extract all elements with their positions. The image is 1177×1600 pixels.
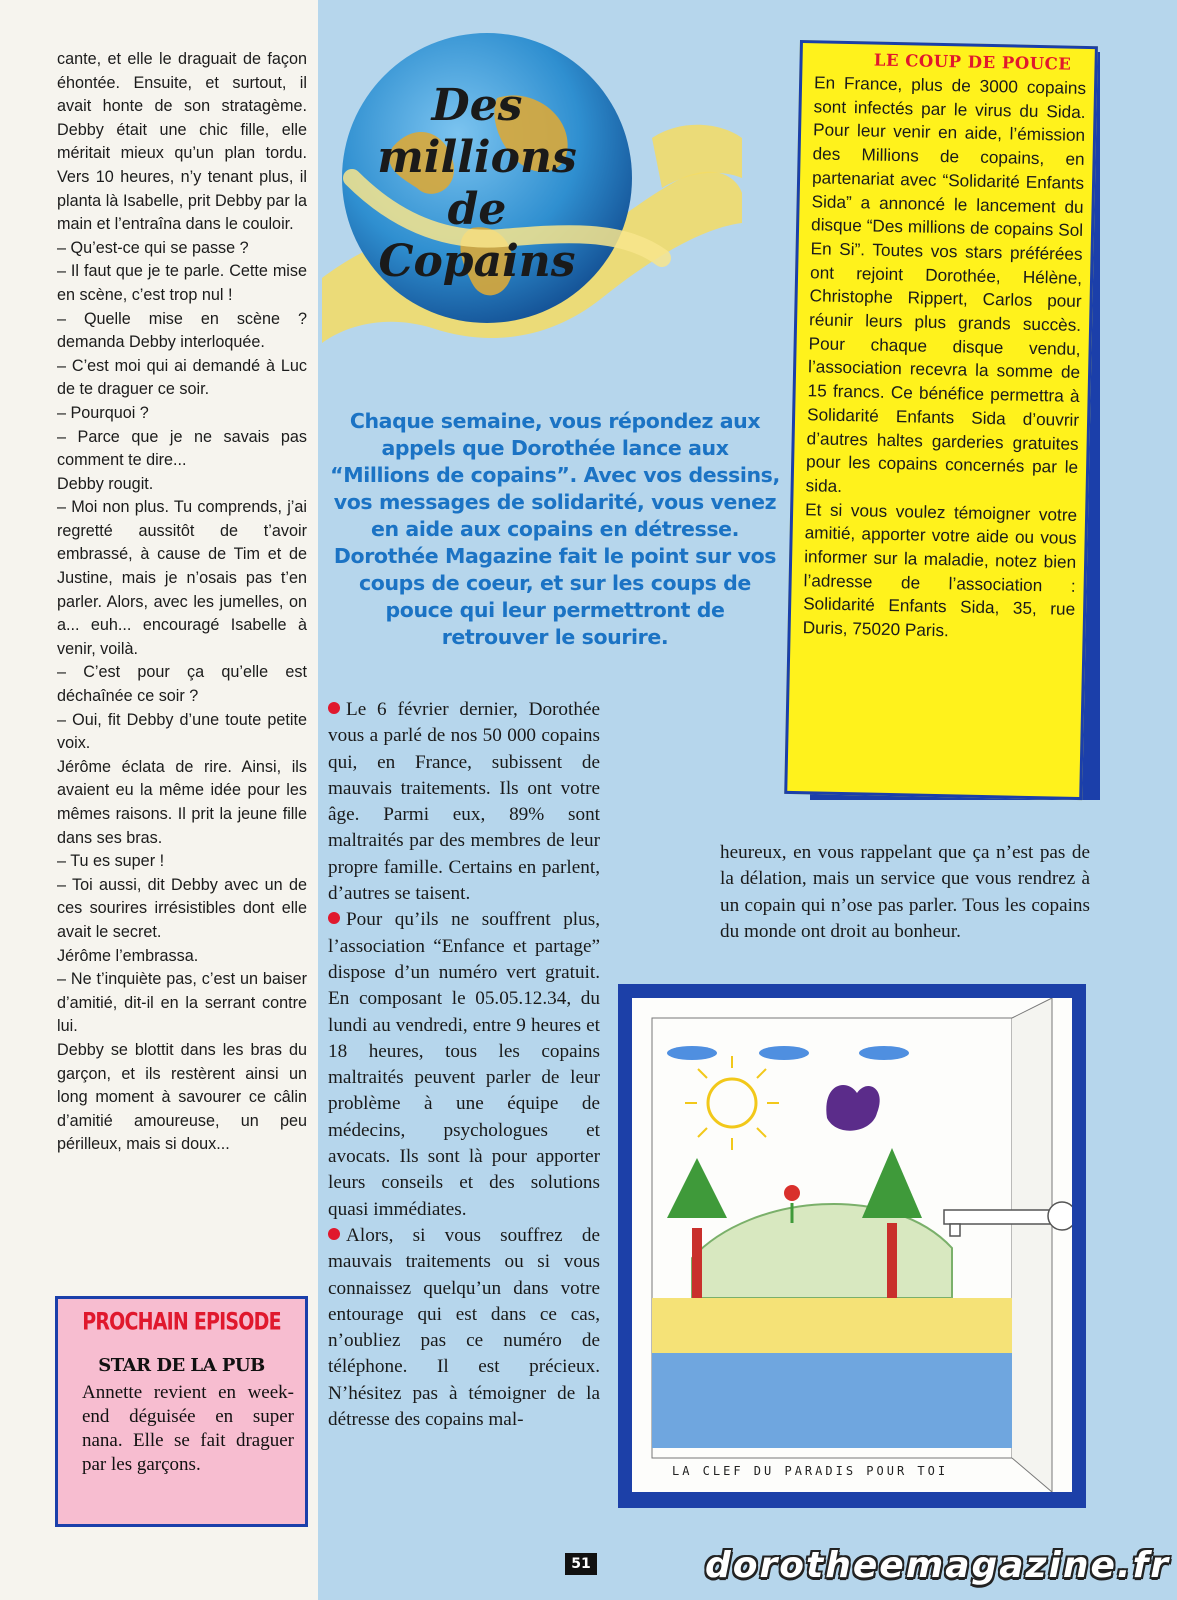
next-episode-text: Annette revient en week-end déguisée en super nana. Elle se fait draguer par les garçons. [82,1382,294,1475]
article-continuation [720,840,1090,945]
next-episode-box [55,1296,308,1527]
drawing-caption: LA CLEF DU PARADIS POUR TOI [672,1464,949,1478]
story-paragraph: Jérôme éclata de rire. Ainsi, ils avaient eu la même idée pour les mêmes raisons. Il prit la jeune fille dans ses bras. [57,757,307,847]
water-stripe [652,1353,1012,1448]
article-column [328,697,600,1433]
tree-trunk [887,1223,897,1298]
story-paragraph: Jérôme l’embrassa. [57,946,199,965]
site-watermark: dorotheemagazine.fr [705,1545,1170,1586]
story-paragraph: – C’est moi qui ai demandé à Luc de te draguer ce soir. [57,356,307,399]
sand-stripe [652,1298,1012,1353]
story-paragraph: – Il faut que je te parle. Cette mise en scène, c’est trop nul ! [57,262,307,304]
next-episode-label: PROCHAIN EPISODE [82,1308,281,1336]
story-paragraph: – Tu es super ! [57,852,165,871]
tree-trunk [692,1228,702,1298]
logo-title: Des millions de Copains [377,80,577,287]
story-paragraph: – Ne t’inquiète pas, c’est un baiser d’amitié, dit-il en la serrant contre lui. [57,970,307,1036]
story-paragraph: Debby se blottit dans les bras du garçon, et ils restèrent ainsi un long moment à savourer ce câlin d’amitié amoureuse, un peu périlleux, mais si doux... [57,1040,307,1154]
coup-de-pouce-text [802,71,1086,645]
coup-de-pouce-paragraph: Et si vous voulez témoigner votre amitié, apporter votre aide ou vous informer sur la maladie, notez bien l’adresse de l’association : Solidarité Enfants Sida, 35, rue Duris, 75020 Paris. [802,498,1078,641]
coup-de-pouce-box [800,40,1105,798]
cloud-icon [859,1046,909,1060]
article-paragraph-text: Le 6 février dernier, Dorothée vous a parlé de nos 50 000 copains qui, en France, subissent de mauvais traitements. Ils ont votre âge. Parmi eux, 89% sont maltraités par des membres de leur propre famille. Certains en parlent, d’autres se taisent. [328,699,600,905]
story-paragraph: – Oui, fit Debby d’une toute petite voix. [57,710,307,753]
story-paragraph: – Pourquoi ? [57,403,149,422]
page-number: 51 [565,1553,597,1575]
article-paragraph [328,697,600,907]
drawing-illustration [632,998,1072,1492]
coup-de-pouce-panel [784,40,1098,800]
article-paragraph [328,907,600,1223]
next-episode-title: STAR DE LA PUB [98,1355,265,1376]
story-paragraph: – Qu’est-ce qui se passe ? [57,238,249,257]
story-paragraph: – Parce que je ne savais pas comment te dire... [57,427,307,470]
story-paragraph: – Moi non plus. Tu comprends, j’ai regretté aussitôt de t’avoir embrassé, à cause de Tim et de Justine, mais je n’osais pas t’en parler. Alors, avec les jumelles, on a... euh... encouragé Isabelle à venir, voilà. [57,498,307,658]
coup-de-pouce-title: LE COUP DE POUCE [873,50,1072,74]
millions-de-copains-logo [322,28,742,388]
drawing-frame [618,984,1086,1508]
story-paragraph: – Toi aussi, dit Debby avec un de ces sourires irrésistibles dont elle avait le secret. [57,875,307,941]
article-paragraph-text: Alors, si vous souffrez de mauvais traitements ou si vous connaissez quelqu’un dans votre entourage qui est dans ce cas, n’oubliez pas ce numéro de téléphone. Il est précieux. N’hésitez pas à témoigner de la détresse des copains mal- [328,1224,600,1431]
article-paragraph-text: Pour qu’ils ne souffrent plus, l’association “Enfance et partage” dispose d’un numéro vert gratuit. En composant le 05.05.12.34, du lundi au vendredi, entre 9 heures et 18 heures, tous les copains maltraités peuvent parler de leur problème à une équipe de médecins, psychologues et avocats. Ils sont là pour apporter leurs conseils et des solutions quasi immédiates. [328,909,600,1220]
flower-icon [784,1185,800,1201]
door-panel [1012,998,1052,1492]
bullet-icon [328,1228,340,1240]
intro-text: Chaque semaine, vous répondez aux appels que Dorothée lance aux “Millions de copains”. Avec vos dessins, vos messages de solidarité, vous venez en aide aux copains en détresse. Dorothée Magazine fait le point sur vos coups de coeur, et sur les coups de pouce qui leur permettront de retrouver le sourire. [330,409,780,649]
story-paragraph: – C’est pour ça qu’elle est déchaînée ce soir ? [57,663,307,706]
bullet-icon [328,912,340,924]
coup-de-pouce-paragraph: En France, plus de 3000 copains sont infectés par le virus du Sida. Pour leur venir en aide, l’émission des Millions de copains, en partenariat avec “Solidarité Enfants Sida” a annoncé le lancement du disque “Des millions de copains Sol En Si”. Toutes vos stars préférées ont rejoint Dorothée, Hélène, Christophe Rippert, Carlos pour réunir leurs plus grands succès. Pour chaque disque vendu, l’association recevra la somme de 15 francs. Ce bénéfice permettra à Solidarité Enfants Sida d’ouvrir d’autres haltes garderies gratuites pour les copains concernés par le sida. [805,72,1087,496]
cloud-icon [759,1046,809,1060]
article-paragraph [328,1223,600,1433]
story-paragraph: cante, et elle le draguait de façon éhontée. Ensuite, et surtout, il avait honte de son stratagème. Debby était une chic fille, elle méritait mieux qu’un plan tordu. Vers 10 heures, n’y tenant plus, il planta là Isabelle, prit Debby par la main et l’entraîna dans le couloir. [57,50,307,234]
cloud-icon [667,1046,717,1060]
story-text [57,48,307,1157]
bullet-icon [328,702,340,714]
story-paragraph: Debby rougit. [57,474,154,493]
article-continuation-text: heureux, en vous rappelant que ça n’est pas de la délation, mais un service que vous rendrez à un copain qui n’ose pas parler. Tous les copains du monde ont droit au bonheur. [720,842,1090,942]
child-drawing [632,998,1072,1492]
story-paragraph: – Quelle mise en scène ? demanda Debby interloquée. [57,309,307,352]
